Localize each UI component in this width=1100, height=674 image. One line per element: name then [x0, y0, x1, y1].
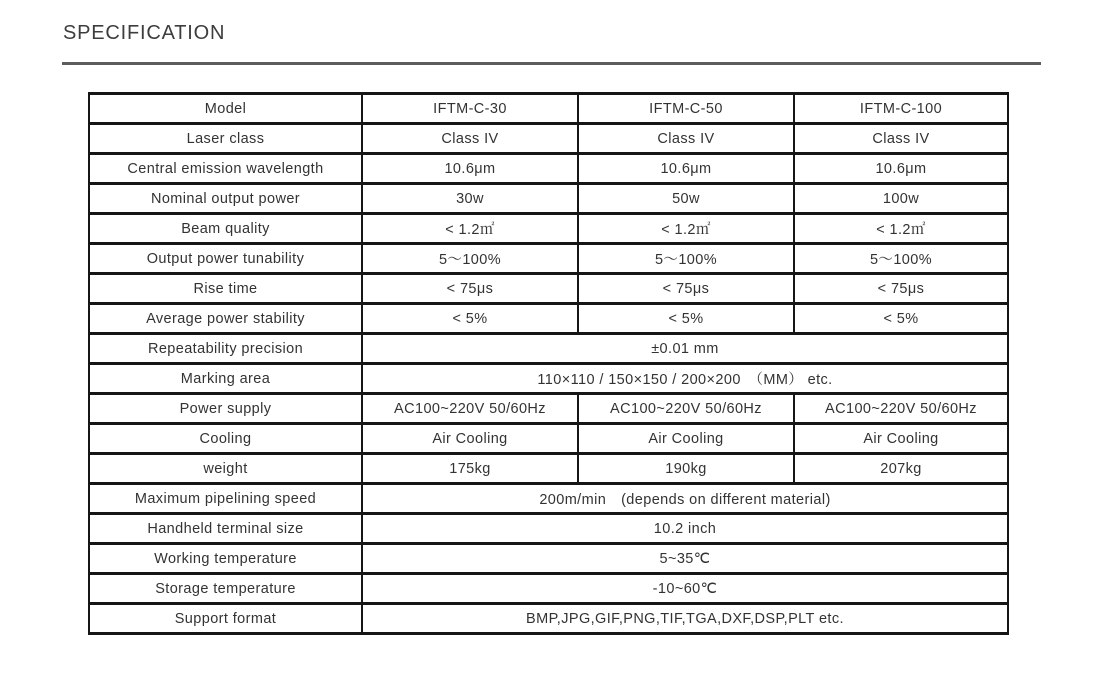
merged-cell-value: 10.2 inch — [362, 514, 1008, 544]
cell-value: IFTM-C-100 — [794, 94, 1008, 124]
table-row-nominal-output-power — [89, 184, 1008, 214]
cell-value: 100w — [794, 184, 1008, 214]
cell-value: 50w — [578, 184, 794, 214]
merged-cell-value: 110×110 / 150×150 / 200×200 （MM） etc. — [362, 364, 1008, 394]
row-label: weight — [89, 454, 362, 484]
table-row-support-format — [89, 604, 1008, 634]
row-label: Nominal output power — [89, 184, 362, 214]
cell-value: < 75μs — [578, 274, 794, 304]
cell-value: 10.6μm — [578, 154, 794, 184]
cell-value: 10.6μm — [794, 154, 1008, 184]
row-label: Average power stability — [89, 304, 362, 334]
row-label: Beam quality — [89, 214, 362, 244]
row-label: Output power tunability — [89, 244, 362, 274]
cell-value: 10.6μm — [362, 154, 578, 184]
merged-cell-value: -10~60℃ — [362, 574, 1008, 604]
cell-value: < 75μs — [794, 274, 1008, 304]
row-label: Central emission wavelength — [89, 154, 362, 184]
cell-value: 175kg — [362, 454, 578, 484]
cell-value: Air Cooling — [794, 424, 1008, 454]
table-row-marking-area — [89, 364, 1008, 394]
table-row-model — [89, 94, 1008, 124]
cell-value: 190kg — [578, 454, 794, 484]
cell-value: < 1.2㎡ — [578, 214, 794, 244]
row-label: Laser class — [89, 124, 362, 154]
table-row-cooling — [89, 424, 1008, 454]
table-row-central-emission-wavelength — [89, 154, 1008, 184]
row-label: Support format — [89, 604, 362, 634]
merged-cell-value: 5~35℃ — [362, 544, 1008, 574]
table-row-laser-class — [89, 124, 1008, 154]
row-label: Power supply — [89, 394, 362, 424]
cell-value: < 75μs — [362, 274, 578, 304]
cell-value: < 1.2㎡ — [362, 214, 578, 244]
cell-value: Class IV — [578, 124, 794, 154]
row-label: Working temperature — [89, 544, 362, 574]
cell-value: Air Cooling — [362, 424, 578, 454]
table-row-power-supply — [89, 394, 1008, 424]
cell-value: IFTM-C-50 — [578, 94, 794, 124]
cell-value: Class IV — [794, 124, 1008, 154]
merged-cell-value: ±0.01 mm — [362, 334, 1008, 364]
cell-value: < 1.2㎡ — [794, 214, 1008, 244]
specification-table-body — [89, 94, 1008, 634]
cell-value: Class IV — [362, 124, 578, 154]
row-label: Handheld terminal size — [89, 514, 362, 544]
table-row-repeatability-precision — [89, 334, 1008, 364]
cell-value: AC100~220V 50/60Hz — [362, 394, 578, 424]
cell-value: < 5% — [794, 304, 1008, 334]
merged-cell-value: 200m/min (depends on different material) — [362, 484, 1008, 514]
cell-value: 30w — [362, 184, 578, 214]
cell-value: < 5% — [578, 304, 794, 334]
table-row-average-power-stability — [89, 304, 1008, 334]
row-label: Marking area — [89, 364, 362, 394]
row-label: Storage temperature — [89, 574, 362, 604]
row-label: Repeatability precision — [89, 334, 362, 364]
table-row-beam-quality — [89, 214, 1008, 244]
cell-value: 5～100% — [794, 244, 1008, 274]
page-title: SPECIFICATION — [63, 22, 226, 44]
merged-cell-value: BMP,JPG,GIF,PNG,TIF,TGA,DXF,DSP,PLT etc. — [362, 604, 1008, 634]
table-row-handheld-terminal-size — [89, 514, 1008, 544]
table-row-storage-temperature — [89, 574, 1008, 604]
cell-value: AC100~220V 50/60Hz — [578, 394, 794, 424]
table-row-weight — [89, 454, 1008, 484]
cell-value: 5～100% — [362, 244, 578, 274]
table-row-working-temperature — [89, 544, 1008, 574]
table-row-maximum-pipelining-speed — [89, 484, 1008, 514]
row-label: Maximum pipelining speed — [89, 484, 362, 514]
cell-value: 207kg — [794, 454, 1008, 484]
table-row-rise-time — [89, 274, 1008, 304]
cell-value: 5～100% — [578, 244, 794, 274]
cell-value: < 5% — [362, 304, 578, 334]
table-row-output-power-tunability — [89, 244, 1008, 274]
cell-value: IFTM-C-30 — [362, 94, 578, 124]
title-underline — [62, 62, 1041, 65]
cell-value: AC100~220V 50/60Hz — [794, 394, 1008, 424]
specification-table — [88, 92, 1009, 635]
cell-value: Air Cooling — [578, 424, 794, 454]
row-label: Model — [89, 94, 362, 124]
row-label: Rise time — [89, 274, 362, 304]
row-label: Cooling — [89, 424, 362, 454]
